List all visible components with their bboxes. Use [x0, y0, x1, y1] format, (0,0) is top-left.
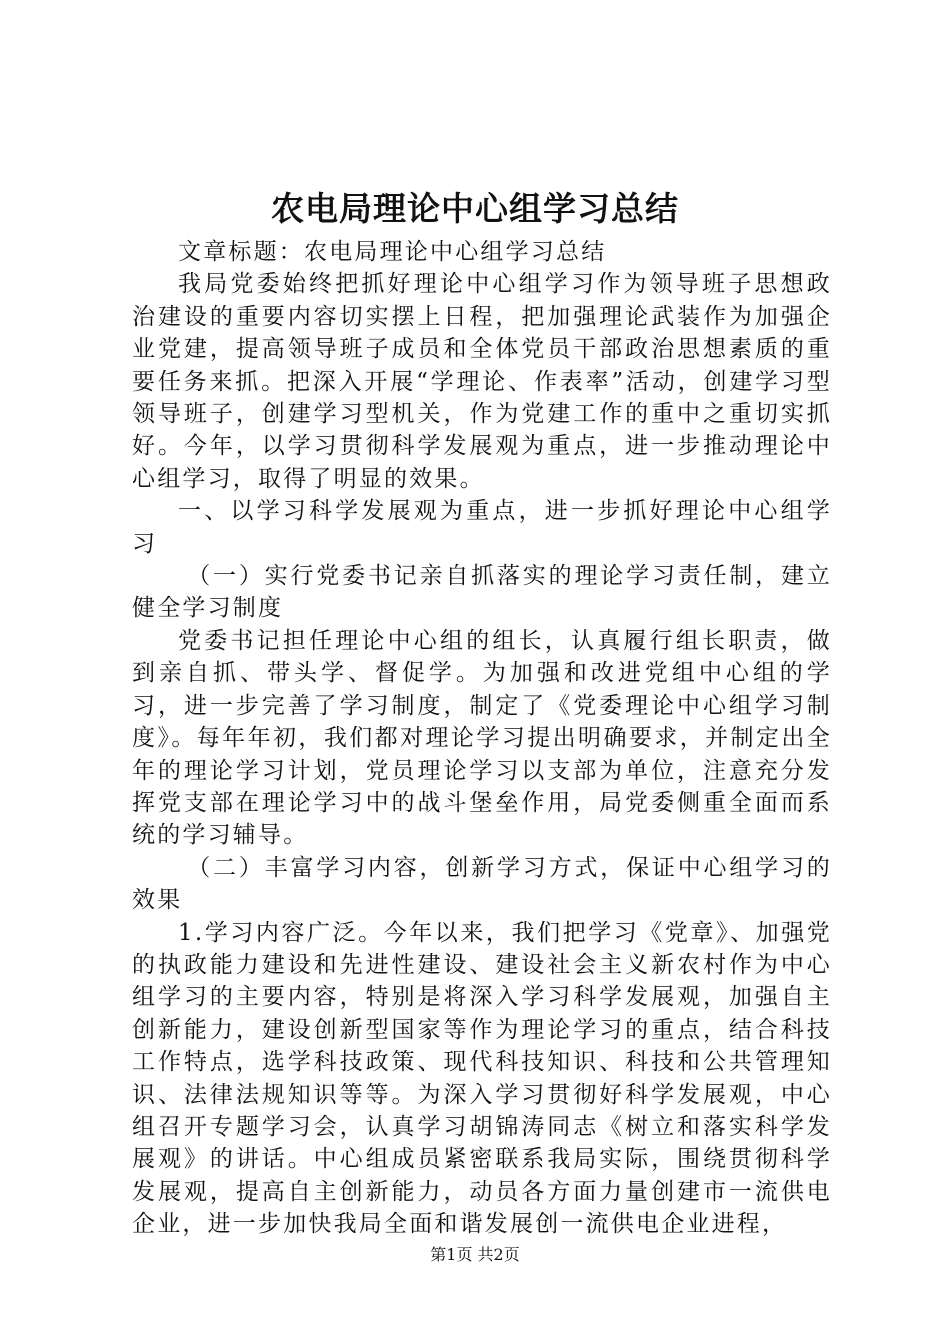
article-title-line: 文章标题：农电局理论中心组学习总结 — [178, 239, 607, 265]
body-paragraph: 党委书记担任理论中心组的组长，认真履行组长职责，做到亲自抓、带头学、督促学。为加强和改进党组中心组的学习，进一步完善了学习制度，制定了《党委理论中心组学习制度》。每年年初，我们都对理论学习提出明确要求，并制定出全年的理论学习计划，党员理论学习以支部为单位，注意充分发挥党支部在理论学习中的战斗堡垒作用，局党委侧重全面而系统的学习辅导。 — [132, 627, 832, 849]
page-footer: 第1页 共2页 — [430, 1245, 520, 1264]
body-paragraph: 1.学习内容广泛。今年以来，我们把学习《党章》、加强党的执政能力建设和先进性建设、建设社会主义新农村作为中心组学习的主要内容，特别是将深入学习科学发展观，加强自主创新能力，建设创新型国家等作为理论学习的重点，结合科技工作特点，选学科技政策、现代科技知识、科技和公共管理知识、法律法规知识等等。为深入学习贯彻好科学发展观，中心组召开专题学习会，认真学习胡锦涛同志《树立和落实科学发展观》的讲话。中心组成员紧密联系我局实际，围绕贯彻科学发展观，提高自主创新能力，动员各方面力量创建市一流供电企业，进一步加快我局全面和谐发展创一流供电企业进程， — [132, 919, 832, 1238]
intro-paragraph: 我局党委始终把抓好理论中心组学习作为领导班子思想政治建设的重要内容切实摆上日程，把加强理论武装作为加强企业党建，提高领导班子成员和全体党员干部政治思想素质的重要任务来抓。把深入开展“学理论、作表率”活动，创建学习型领导班子，创建学习型机关，作为党建工作的重中之重切实抓好。今年，以学习贯彻科学发展观为重点，进一步推动理论中心组学习，取得了明显的效果。 — [132, 271, 832, 492]
subsection-heading-2: （二）丰富学习内容，创新学习方式，保证中心组学习的效果 — [132, 854, 832, 914]
subsection-heading-1: （一）实行党委书记亲自抓落实的理论学习责任制，建立健全学习制度 — [132, 563, 832, 622]
section-heading-1: 一、以学习科学发展观为重点，进一步抓好理论中心组学习 — [132, 498, 832, 557]
document-body — [132, 236, 832, 1241]
document-title: 农电局理论中心组学习总结 — [271, 189, 679, 228]
